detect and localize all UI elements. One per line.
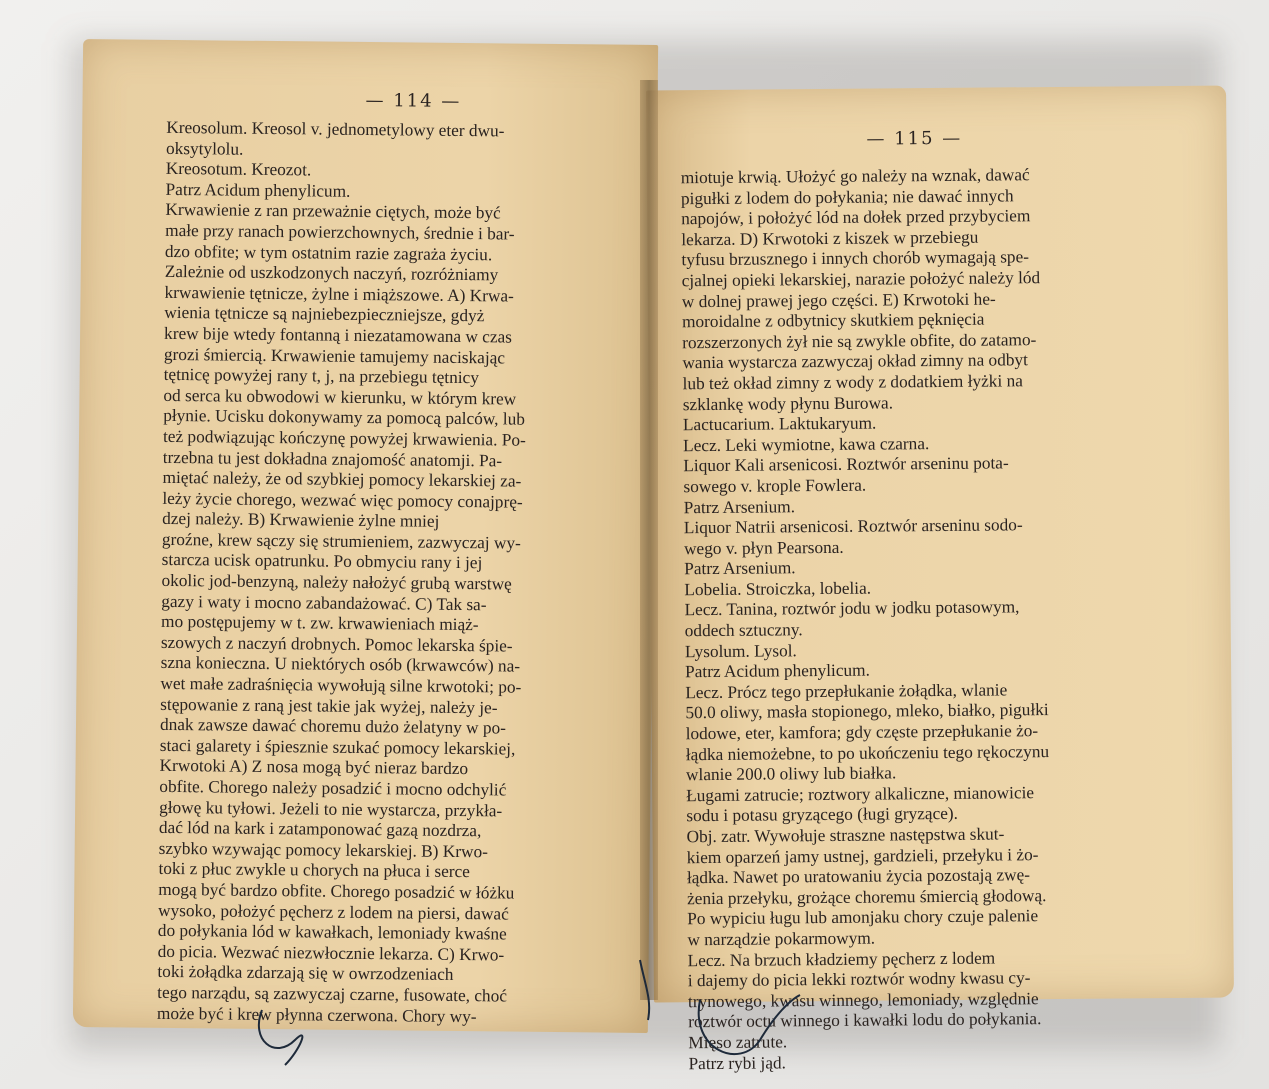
text-line: lub też okład zimny z wody z dodatkiem łyżki na <box>682 371 1023 394</box>
text-line: leży życie chorego, wezwać więc pomocy conajprę- <box>162 488 523 512</box>
text-line: sodu i potasu gryzącego (ługi gryzące). <box>686 804 959 826</box>
text-line: Patrz Arsenium. <box>683 496 796 517</box>
text-line: Patrz Acidum phenylicum. <box>685 660 870 682</box>
text-line: Obj. zatr. Wywołuje straszne następstwa skut- <box>686 824 1005 847</box>
text-line: wania wystarcza zazwyczaj okład zimny na odbyt <box>682 350 1028 373</box>
text-line: Ługami zatrucie; roztwory alkaliczne, mianowicie <box>686 783 1035 806</box>
text-line: wysoko, położyć pęcherz z lodem na piersi, dawać <box>157 900 509 924</box>
text-line: lodowe, eter, kamfora; gdy częste przepłukanie żo- <box>685 721 1039 744</box>
text-line: Mięso zatrute. <box>688 1032 788 1053</box>
text-line: dzo obfite; w tym ostatnim razie zagraża życiu. <box>164 241 493 264</box>
text-line: Lecz. Na brzuch kładziemy pęcherz z lodem <box>687 948 996 970</box>
text-line: roztwór octu winnego i kawałki lodu do połykania. <box>688 1009 1042 1032</box>
text-line: lekarza. D) Krwotoki z kiszek w przebiegu <box>681 227 979 250</box>
text-line: krew bije wtedy fontanną i niezatamowana w czas <box>164 323 513 347</box>
text-line: głowę ku tyłowi. Jeżeli to nie wystarcza, przykła- <box>159 797 503 821</box>
text-line: łądka. Nawet po uratowaniu życia pozostają zwę- <box>686 865 1031 888</box>
text-line: Patrz Acidum phenylicum. <box>165 179 351 201</box>
text-line: też podwiązując kończynę powyżej krwawienia. Po- <box>162 426 526 450</box>
text-line: miotuje krwią. Ułożyć go należy na wznak, dawać <box>680 165 1030 188</box>
text-line: tego narządu, są zazwyczaj czarne, fusowate, choć <box>157 982 508 1006</box>
text-line: gazy i waty i mocno zabandażować. C) Tak sa- <box>161 591 487 614</box>
text-line: mo postępujemy w t. zw. krwawieniach miąż- <box>160 612 479 635</box>
text-line: Po wypiciu ługu lub amonjaku chory czuje palenie <box>687 906 1039 929</box>
text-line: dnak zawsze dawać choremu dużo żelatyny w po- <box>159 715 507 738</box>
text-line: oddech sztuczny. <box>684 620 803 641</box>
text-line: tętnicę powyżej rany t, j, na przebiegu tętnicy <box>163 365 480 388</box>
text-line: obfite. Chorego należy posadzić i mocno odchylić <box>159 776 507 800</box>
text-line: Lobelia. Stroiczka, lobelia. <box>684 578 872 600</box>
text-line: wego v. płyn Pearsona. <box>683 537 844 558</box>
text-line: tyfusu brzusznego i innych chorób wymagają spe- <box>681 247 1030 270</box>
text-line: starcza ucisk opatrunku. Po obmyciu rany i jej <box>161 550 483 573</box>
text-line: stępowanie z raną jest takie jak wyżej, należy je- <box>160 694 498 718</box>
text-line: Liquor Kali arsenicosi. Roztwór arseninu pota- <box>683 453 1009 476</box>
text-line: żenia przełyku, grożące choremu śmiercią głodową. <box>687 885 1047 909</box>
text-line: Kreosolum. Kreosol v. jednometylowy eter dwu- <box>166 117 505 141</box>
text-line: Krwawienie z ran przeważnie ciętych, może być <box>165 200 501 223</box>
text-line: dać lód na kark i zatamponować gazą nozdrza, <box>158 818 482 841</box>
left-page-number: — 114 — <box>365 89 462 112</box>
text-line: Krwotoki A) Z nosa mogą być nieraz bardzo <box>159 756 469 779</box>
text-line: Liquor Natrii arsenicosi. Roztwór arseninu sodo- <box>683 515 1023 538</box>
text-line: okolic jod-benzyną, należy nałożyć grubą warstwę <box>161 570 512 594</box>
text-line: Patrz Arsenium. <box>684 558 796 579</box>
text-line: kiem oparzeń jamy ustnej, gardzieli, przełyku i żo- <box>686 844 1039 867</box>
text-line: Lactucarium. Laktukaryum. <box>682 413 877 435</box>
text-line: mogą być bardzo obfite. Chorego posadzić w łóżku <box>158 879 515 903</box>
text-line: 50.0 oliwy, masła stopionego, mleko, białko, pigułki <box>685 700 1049 723</box>
text-line: toki żołądka zdarzają się w owrzodzeniach <box>157 962 454 985</box>
text-line: Zależnie od uszkodzonych naczyń, rozróżniamy <box>164 262 499 285</box>
text-line: w narządzie pokarmowym. <box>687 928 876 950</box>
text-line: w dolnej prawej jego części. E) Krwotoki he- <box>681 289 996 311</box>
text-line: Lecz. Tanina, roztwór jodu w jodku potasowym, <box>684 597 1020 620</box>
text-line: Lecz. Leki wymiotne, kawa czarna. <box>683 433 930 455</box>
text-line: toki z płuc zwykle u chorych na płuca i serce <box>158 859 471 882</box>
text-line: płynie. Ucisku dokonywamy za pomocą palców, lub <box>163 406 526 429</box>
text-line: groźne, krew sączy się strumieniem, zazwyczaj wy- <box>161 529 521 553</box>
text-line: wet małe zadraśnięcia wywołują silne krwotoki; po- <box>160 673 522 697</box>
text-line: Lecz. Prócz tego przepłukanie żołądka, wlanie <box>685 680 1008 703</box>
text-line: i dajemy do picia lekki roztwór wodny kwasu cy- <box>687 968 1031 991</box>
text-line: krwawienie tętnicze, żylne i miąższowe. A) Krwa- <box>164 282 514 306</box>
text-line: rozszerzonych żył nie są zwykle obfite, do zatamo- <box>682 329 1037 352</box>
text-line: napojów, i położyć lód na dołek przed przybyciem <box>681 206 1031 229</box>
text-line: cjalnej opieki lekarskiej, narazie położyć należy lód <box>681 268 1041 291</box>
text-line: oksytylolu. <box>165 138 244 159</box>
text-line: dzej należy. B) Krwawienie żylne mniej <box>162 509 440 532</box>
text-line: trynowego, kwasu winnego, lemoniady, względnie <box>687 988 1039 1011</box>
text-line: Kreosotum. Kreozot. <box>165 159 312 180</box>
text-line: pigułki z lodem do połykania; nie dawać innych <box>680 185 1014 208</box>
text-line: Lysolum. Lysol. <box>684 640 797 661</box>
text-line: miętać należy, że od szybkiej pomocy lekarskiej za- <box>162 467 522 491</box>
text-line: szybko wzywając pomocy lekarskiej. B) Krwo- <box>158 838 489 862</box>
text-line: od serca ku obwodowi w kierunku, w którym krew <box>163 385 517 409</box>
text-line: sowego v. krople Fowlera. <box>683 475 867 497</box>
text-line: łądka niemożebne, to po ukończeniu tego rękoczynu <box>685 741 1050 764</box>
text-line: do połykania lód w kawałkach, lemoniady kwaśne <box>157 921 507 944</box>
text-line: może być i krew płynna czerwona. Chory wy- <box>156 1003 477 1026</box>
text-line: trzebna tu jest dokładna znajomość anatomji. Pa- <box>162 447 503 470</box>
text-line: grozi śmiercią. Krwawienie tamujemy naciskając <box>163 344 506 367</box>
text-line: wlanie 200.0 oliwy lub białka. <box>685 763 897 785</box>
text-line: szklankę wody płynu Burowa. <box>682 392 894 414</box>
text-line: moroidalne z odbytnicy skutkiem pęknięcia <box>681 309 985 332</box>
text-line: szna konieczna. U niektórych osób (krwawców) na- <box>160 653 521 677</box>
text-line: do picia. Wezwać niezwłocznie lekarza. C) Krwo- <box>157 941 505 965</box>
text-line: małe przy ranach powierzchownych, średnie i bar- <box>165 220 515 244</box>
right-page-number: — 115 — <box>866 127 963 150</box>
text-line: wienia tętnicze są najniebezpieczniejsze, gdyż <box>164 303 485 326</box>
text-line: staci galarety i śpiesznie szukać pomocy lekarskiej, <box>159 735 516 759</box>
text-line: szowych z naczyń drobnych. Pomoc lekarska śpie- <box>160 632 513 656</box>
text-line: Patrz rybi jąd. <box>688 1052 787 1073</box>
